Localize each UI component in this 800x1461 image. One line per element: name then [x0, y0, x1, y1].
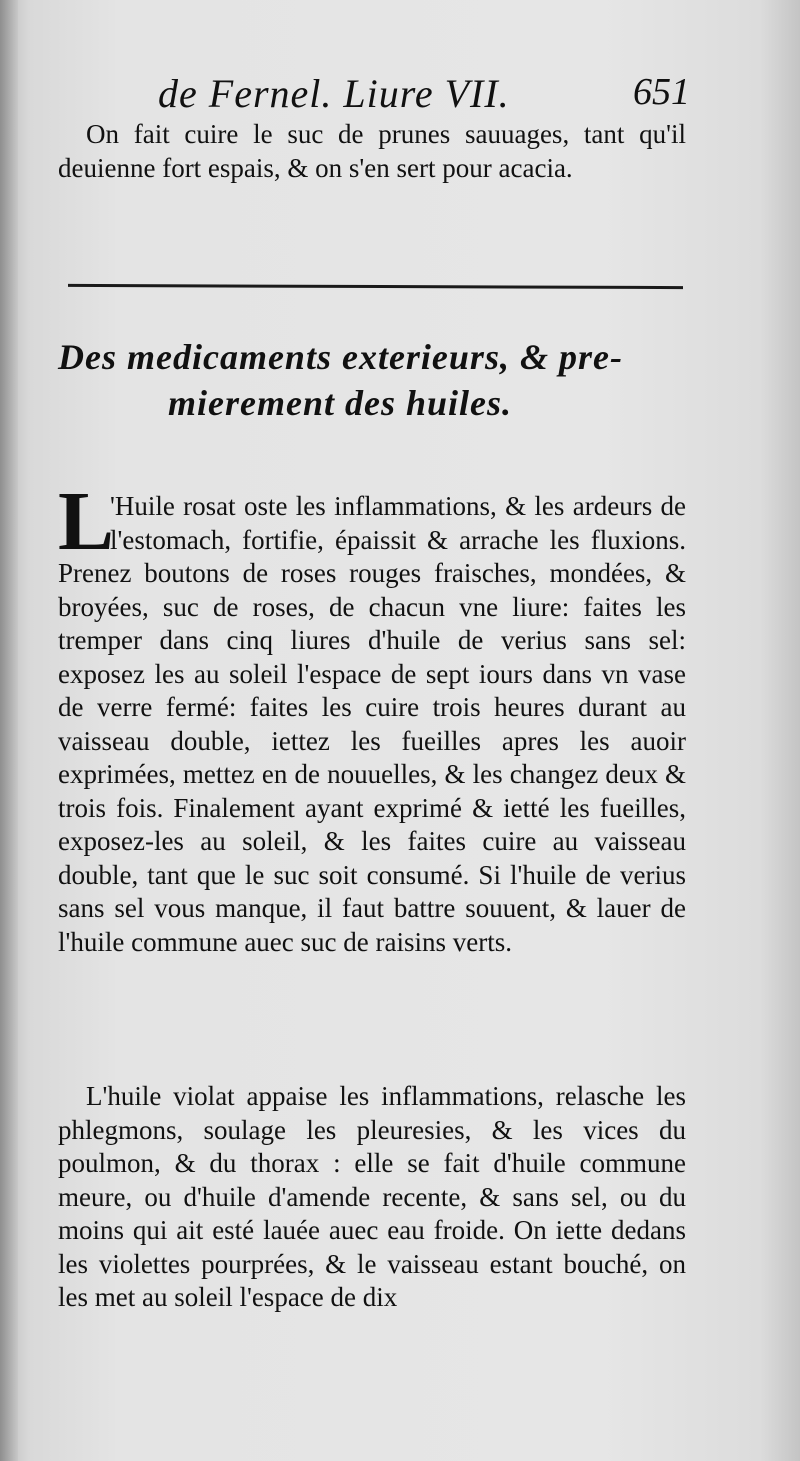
- page-number: 651: [633, 71, 690, 113]
- paragraph-huile-violat: [58, 1080, 686, 1315]
- intro-paragraph: [58, 118, 686, 185]
- drop-cap: L: [58, 475, 115, 568]
- chapter-heading-line-2: mierement des huiles.: [168, 383, 512, 423]
- page-gutter: [0, 0, 18, 1461]
- paragraph-huile-rosat-text: 'Huile rosat oste les inflammations, & les ardeurs de l'estomach, fortifie, épaissit & arrache les fluxions. Prenez boutons de roses rouges fraisches, mondées, & broyées, suc de roses, de chacun vne liure: faites les tremper dans cinq liures d'huile de verius sans sel: exposez les au soleil l'espace de sept iours dans vn vase de verre fermé: faites les cuire trois heures durant au vaisseau double, iettez les fueilles apres les auoir exprimées, mettez en de nouuelles, & les changez deux & trois fois. Finalement ayant exprimé & ietté les fueilles, exposez-les au soleil, & les faites cuire au vaisseau double, tant que le suc soit consumé. Si l'huile de verius sans sel vous manque, il faut battre souuent, & lauer de l'huile commune auec suc de raisins verts.: [58, 491, 686, 957]
- paragraph-huile-violat-text: L'huile violat appaise les inflammations, relasche les phlegmons, soulage les pleuresies, & les vices du poulmon, & du thorax : elle se fait d'huile commune meure, ou d'huile d'amende recente, & sans sel, ou du moins qui ait esté lauée auec eau froide. On iette dedans les violettes pourprées, & le vaisseau estant bouché, on les met au soleil l'espace de dix: [58, 1081, 686, 1312]
- intro-paragraph-text: On fait cuire le suc de prunes sauuages, tant qu'il deuienne fort espais, & on s'en sert pour acacia.: [58, 119, 686, 183]
- running-head: [150, 70, 690, 120]
- chapter-heading: [58, 334, 686, 426]
- running-head-title: de Fernel. Liure VII.: [158, 71, 510, 116]
- paragraph-huile-rosat: [58, 475, 686, 959]
- drop-cap-box: [58, 475, 115, 568]
- chapter-heading-line-1: Des medicaments exterieurs, & pre-: [58, 337, 623, 377]
- section-divider: [68, 284, 683, 289]
